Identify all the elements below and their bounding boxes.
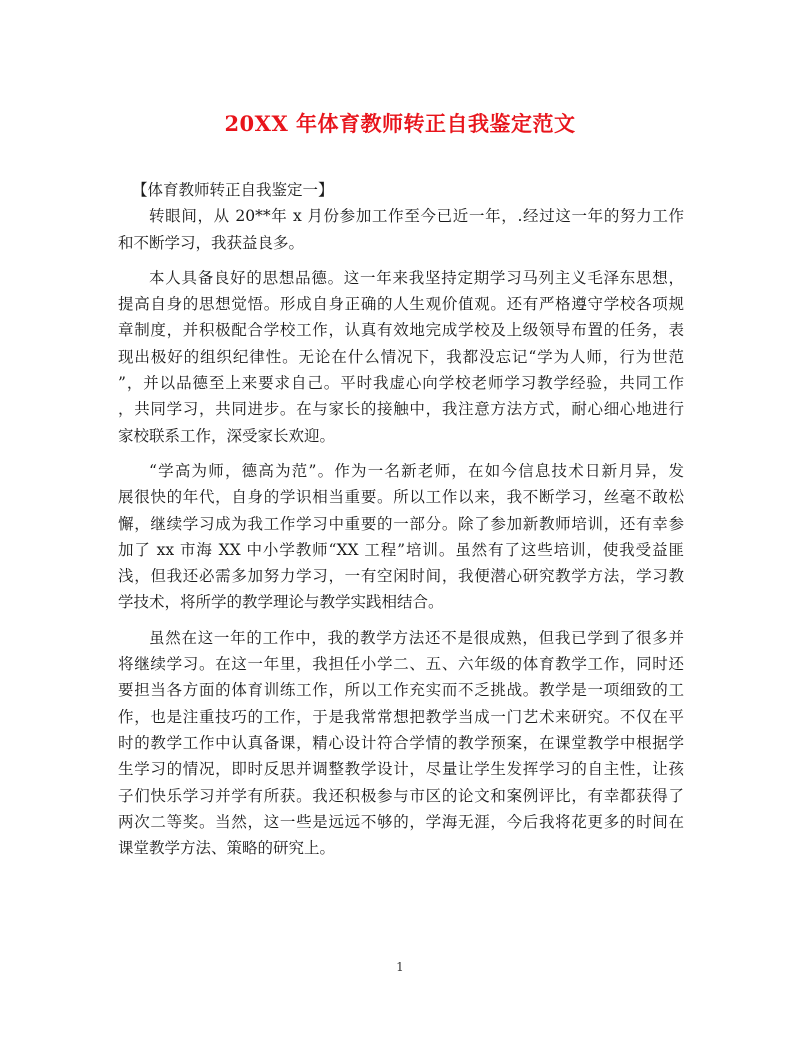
- paragraph-line: 浅，但我还必需多加努力学习，一有空闲时间，我便潜心研究教学方法，学习教: [118, 567, 684, 586]
- paragraph-line: “学高为师，德高为范”。作为一名新老师，在如今信息技术日新月异，发: [149, 461, 684, 480]
- paragraph-line: 本人具备良好的思想品德。这一年来我坚持定期学习马列主义毛泽东思想，: [149, 268, 684, 287]
- section-heading: 【体育教师转正自我鉴定一】: [132, 181, 334, 199]
- paragraph-gap: [118, 616, 684, 625]
- paragraph-4: [118, 625, 684, 862]
- paragraph-line: 转眼间，从 20**年 x 月份参加工作至今已近一年，.经过这一年的努力工作: [149, 207, 684, 226]
- paragraph-line: 虽然在这一年的工作中，我的教学方法还不是很成熟，但我已学到了很多并: [149, 628, 684, 647]
- paragraph-line: 懈，继续学习成为我工作学习中重要的一部分。除了参加新教师培训，还有幸参: [118, 514, 684, 533]
- paragraph-line: 和不断学习，我获益良多。: [118, 233, 305, 252]
- paragraph-line: ，共同学习，共同进步。在与家长的接触中，我注意方法方式，耐心细心地进行: [118, 400, 684, 419]
- paragraph-line: 提高自身的思想觉悟。形成自身正确的人生观价值观。还有严格遵守学校各项规: [118, 295, 684, 314]
- paragraph-line: 家校联系工作，深受家长欢迎。: [118, 426, 336, 445]
- page-number: 1: [396, 960, 404, 974]
- paragraph-line: 课堂教学方法、策略的研究上。: [118, 839, 336, 858]
- paragraph-1: [118, 203, 684, 256]
- paragraph-line: 时的教学工作中认真备课，精心设计符合学情的教学预案，在课堂教学中根据学: [118, 733, 684, 752]
- paragraph-line: 学技术，将所学的教学理论与教学实践相结合。: [118, 593, 444, 612]
- paragraph-line: 将继续学习。在这一年里，我担任小学二、五、六年级的体育教学工作，同时还: [118, 655, 684, 674]
- paragraph-line: 作，也是注重技巧的工作，于是我常常想把教学当成一门艺术来研究。不仅在平: [118, 707, 684, 726]
- document-body: [118, 177, 684, 861]
- paragraph-line: 要担当各方面的体育训练工作，所以工作充实而不乏挑战。教学是一项细致的工: [118, 681, 684, 700]
- paragraph-line: ”，并以品德至上来要求自己。平时我虚心向学校老师学习教学经验，共同工作: [118, 374, 684, 393]
- paragraph-3: [118, 458, 684, 616]
- document-title: 20XX 年体育教师转正自我鉴定范文: [224, 111, 576, 136]
- paragraph-line: 生学习的情况，即时反思并调整教学设计，尽量让学生发挥学习的自主性，让孩: [118, 760, 684, 779]
- paragraph-line: 两次二等奖。当然，这一些是远远不够的，学海无涯，今后我将花更多的时间在: [118, 812, 684, 831]
- paragraph-line: 章制度，并积极配合学校工作，认真有效地完成学校及上级领导布置的任务，表: [118, 321, 684, 340]
- paragraph-line: 子们快乐学习并学有所获。我还积极参与市区的论文和案例评比，有幸都获得了: [118, 786, 684, 805]
- paragraph-line: 加了 xx 市海 XX 中小学教师“XX 工程”培训。虽然有了这些培训，使我受益匪: [118, 540, 684, 559]
- paragraph-line: 展很快的年代，自身的学识相当重要。所以工作以来，我不断学习，丝毫不敢松: [118, 488, 684, 507]
- paragraph-gap: [118, 256, 684, 265]
- paragraph-line: 现出极好的组织纪律性。无论在什么情况下，我都没忘记“学为人师，行为世范: [118, 347, 684, 366]
- paragraph-2: [118, 265, 684, 449]
- paragraph-gap: [118, 449, 684, 458]
